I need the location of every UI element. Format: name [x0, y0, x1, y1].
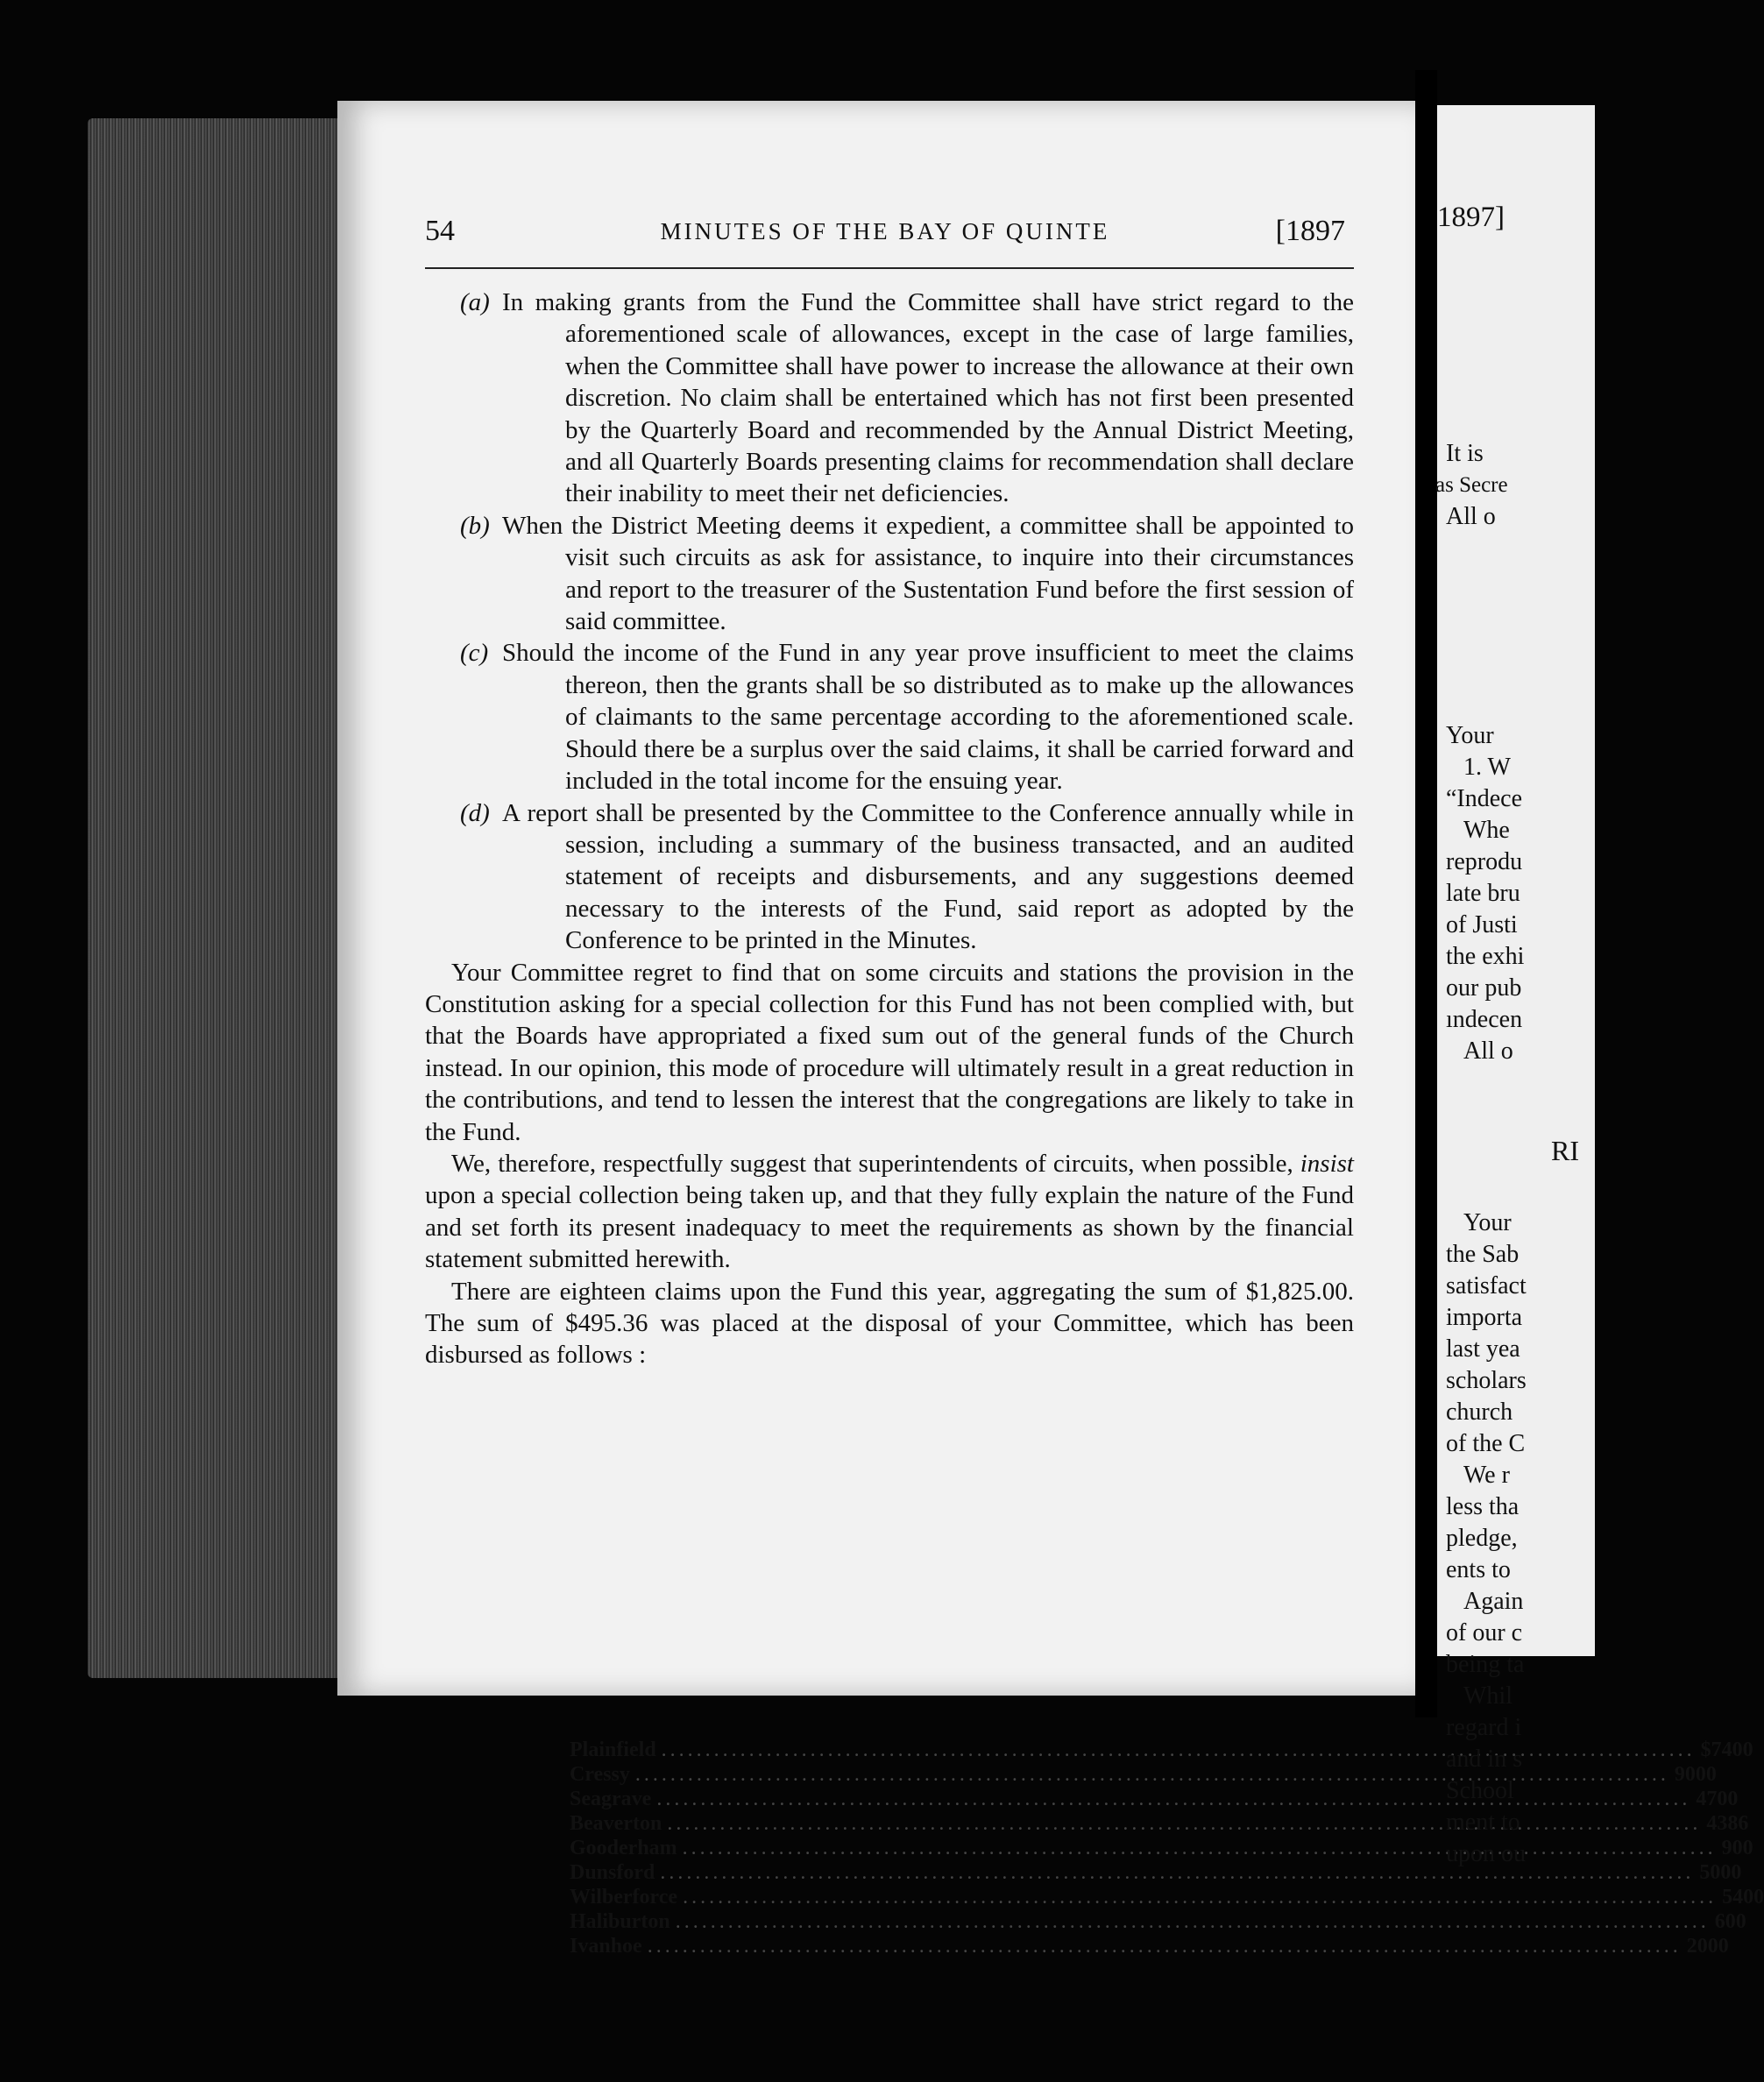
text-line: our pub: [1446, 974, 1522, 1002]
text-line: of our c: [1446, 1619, 1523, 1646]
amount-cents: 00: [1725, 1910, 1746, 1933]
list-item: [570, 1762, 1717, 1787]
amount-dollars: $74: [1700, 1739, 1732, 1761]
text-line: Whe: [1463, 817, 1510, 844]
leader-dots: [648, 1934, 1682, 1958]
amount-cents: 00: [1717, 1788, 1739, 1810]
paragraph-text: upon a special collection being taken up, and that they fully explain the nature of the Fund and set forth its present inadequacy to meet the requirements as shown by the financial statement submitted herewith.: [425, 1181, 1354, 1274]
clause-text: When the District Meeting deems it expedient, a committee shall be appointed to visit such circuits as ask for assistance, to inquire into their circumstances and report to the treasurer of the Sustentation Fund before the first session of said committee.: [502, 511, 1354, 636]
circuit-name: Wilberforce: [570, 1886, 678, 1908]
text-line: “Indece: [1446, 785, 1523, 812]
body-text: [425, 287, 1354, 1371]
clause-text: Should the income of the Fund in any year prove insufficient to meet the claims thereon, then the grants shall be so distributed as to make up the allowances of claimants to the same percentage according to the aforementioned scale. Should there be a surplus over the said claims, it shall be carried forward and included in the total income for the ensuing year.: [502, 639, 1354, 796]
text-line: Your: [1463, 1209, 1512, 1236]
amount-dollars: 20: [1686, 1935, 1708, 1958]
text-line: upon ou: [1446, 1840, 1526, 1867]
text-line: We r: [1463, 1462, 1510, 1489]
next-page-heading: RI: [1551, 1135, 1579, 1166]
book-gutter: [1415, 70, 1437, 1717]
amount-cents: 00: [1720, 1861, 1742, 1884]
next-page-lines-top: [1435, 438, 1595, 533]
book-page-edges: [88, 118, 351, 1678]
next-page-lines-bottom: [1446, 1207, 1595, 1870]
amount-cents: 86: [1727, 1812, 1749, 1835]
text-line: late bru: [1446, 880, 1520, 907]
amount-cents: 00: [1732, 1739, 1753, 1761]
amount-dollars: 54: [1722, 1886, 1744, 1908]
amount-cents: 00: [1695, 1763, 1717, 1786]
amount-dollars: 43: [1706, 1812, 1728, 1835]
amount-dollars: 9: [1721, 1837, 1732, 1859]
leader-dots: [676, 1909, 1710, 1934]
text-line: of the C: [1446, 1430, 1526, 1457]
text-line: Your: [1446, 722, 1494, 749]
list-item: [570, 1909, 1746, 1934]
leader-dots: [683, 1885, 1717, 1909]
list-item: [570, 1934, 1729, 1958]
text-line: All o: [1446, 503, 1496, 530]
next-page-year: 1897]: [1437, 202, 1505, 233]
text-line: It is: [1446, 440, 1484, 467]
clause-text: In making grants from the Fund the Committee shall have strict regard to the aforementioned scale of allowances, except in the case of large families, when the Committee shall have power to increase the allowance at their own discretion. No claim shall be entertained which has not first been presented by the Quarterly Board and recommended by the Annual District Meeting, and all Quarterly Boards presenting claims for recommendation shall declare their inability to meet their net deficiencies.: [502, 288, 1354, 508]
text-line: of Justi: [1446, 911, 1518, 938]
running-title: MINUTES OF THE BAY OF QUINTE: [660, 218, 1110, 244]
emphasis-insist: insist: [1300, 1149, 1354, 1178]
text-line: less tha: [1446, 1493, 1520, 1520]
clause-mark: (b): [460, 511, 490, 540]
paragraph-text: We, therefore, respectfully suggest that superintendents of circuits, when possible,: [451, 1149, 1300, 1178]
clause-mark: (a): [460, 288, 490, 316]
circuit-name: Beaverton: [570, 1812, 662, 1835]
next-page-lines-mid: [1446, 720, 1595, 1067]
clause-a: [425, 287, 1354, 510]
circuit-name: Gooderham: [570, 1837, 677, 1859]
text-line: All o: [1463, 1037, 1513, 1065]
text-line: last yea: [1446, 1335, 1520, 1363]
amount-cents: 00: [1743, 1886, 1764, 1908]
amount-dollars: 50: [1699, 1861, 1721, 1884]
amount-dollars: 6: [1714, 1910, 1725, 1933]
text-line: the exhi: [1446, 943, 1525, 970]
clause-b: [425, 510, 1354, 638]
text-line: 1. W: [1463, 754, 1511, 781]
header-rule: [425, 267, 1354, 269]
text-line: being ta: [1446, 1651, 1525, 1678]
text-line: ents to: [1446, 1556, 1511, 1583]
paragraph-committee-regret: Your Committee regret to find that on some circuits and stations the provision in the Constitution asking for a special collection for this Fund has not been complied with, but that the Boards have appropriated a fixed sum out of the general funds of the Church instead. In our opinion, this mode of procedure will ultimately result in a great reduction in the contributions, and tend to lessen the interest that the congregations are likely to take in the Fund.: [425, 958, 1354, 1146]
header-year: [1897: [1275, 215, 1345, 247]
text-line: Whil: [1463, 1682, 1513, 1710]
text-line: Again: [1463, 1588, 1524, 1615]
right-page-fragment: [1435, 105, 1595, 1867]
text-line: regard i: [1446, 1714, 1522, 1741]
text-line: School: [1446, 1777, 1514, 1804]
circuit-name: Dunsford: [570, 1861, 655, 1884]
paragraph-claims: There are eighteen claims upon the Fund this year, aggregating the sum of $1,825.00. The sum of $495.36 was placed at the disposal of your Committee, which has been disbursed as follows :: [425, 1277, 1354, 1370]
clause-mark: (d): [460, 798, 490, 827]
text-line: satisfact: [1446, 1272, 1527, 1299]
text-line: as Secre: [1435, 473, 1508, 497]
clause-text: A report shall be presented by the Committee to the Conference annually while in session, including a summary of the business transacted, and an audited statement of receipts and disbursements, and any suggestions deemed necessary to the interests of the Fund, said report as adopted by the Conference to be printed in the Minutes.: [502, 798, 1354, 955]
circuit-name: Cressy: [570, 1763, 630, 1786]
text-line: church: [1446, 1399, 1513, 1426]
circuit-name: Ivanhoe: [570, 1935, 642, 1958]
clause-d: [425, 797, 1354, 957]
text-line: importa: [1446, 1304, 1523, 1331]
amount-dollars: 90: [1674, 1763, 1696, 1786]
clause-mark: (c): [460, 639, 489, 668]
text-line: ment to: [1446, 1809, 1520, 1836]
amount-dollars: 47: [1696, 1788, 1718, 1810]
circuit-name: Plainfield: [570, 1739, 656, 1761]
amount-cents: 00: [1707, 1935, 1729, 1958]
circuit-name: Seagrave: [570, 1788, 652, 1810]
amount-cents: 00: [1732, 1837, 1753, 1859]
circuit-name: Haliburton: [570, 1910, 670, 1933]
text-line: reprodu: [1446, 848, 1523, 875]
text-line: scholars: [1446, 1367, 1527, 1394]
text-line: and in s: [1446, 1746, 1523, 1773]
page-header: [425, 215, 1345, 258]
paragraph-suggestion: [425, 1148, 1354, 1276]
text-line: ındecen: [1446, 1006, 1523, 1033]
page-number: 54: [425, 215, 455, 247]
list-item: [570, 1885, 1764, 1909]
clause-c: [425, 637, 1354, 797]
text-line: pledge,: [1446, 1525, 1518, 1552]
text-line: the Sab: [1446, 1241, 1520, 1268]
list-item: [570, 1860, 1742, 1885]
